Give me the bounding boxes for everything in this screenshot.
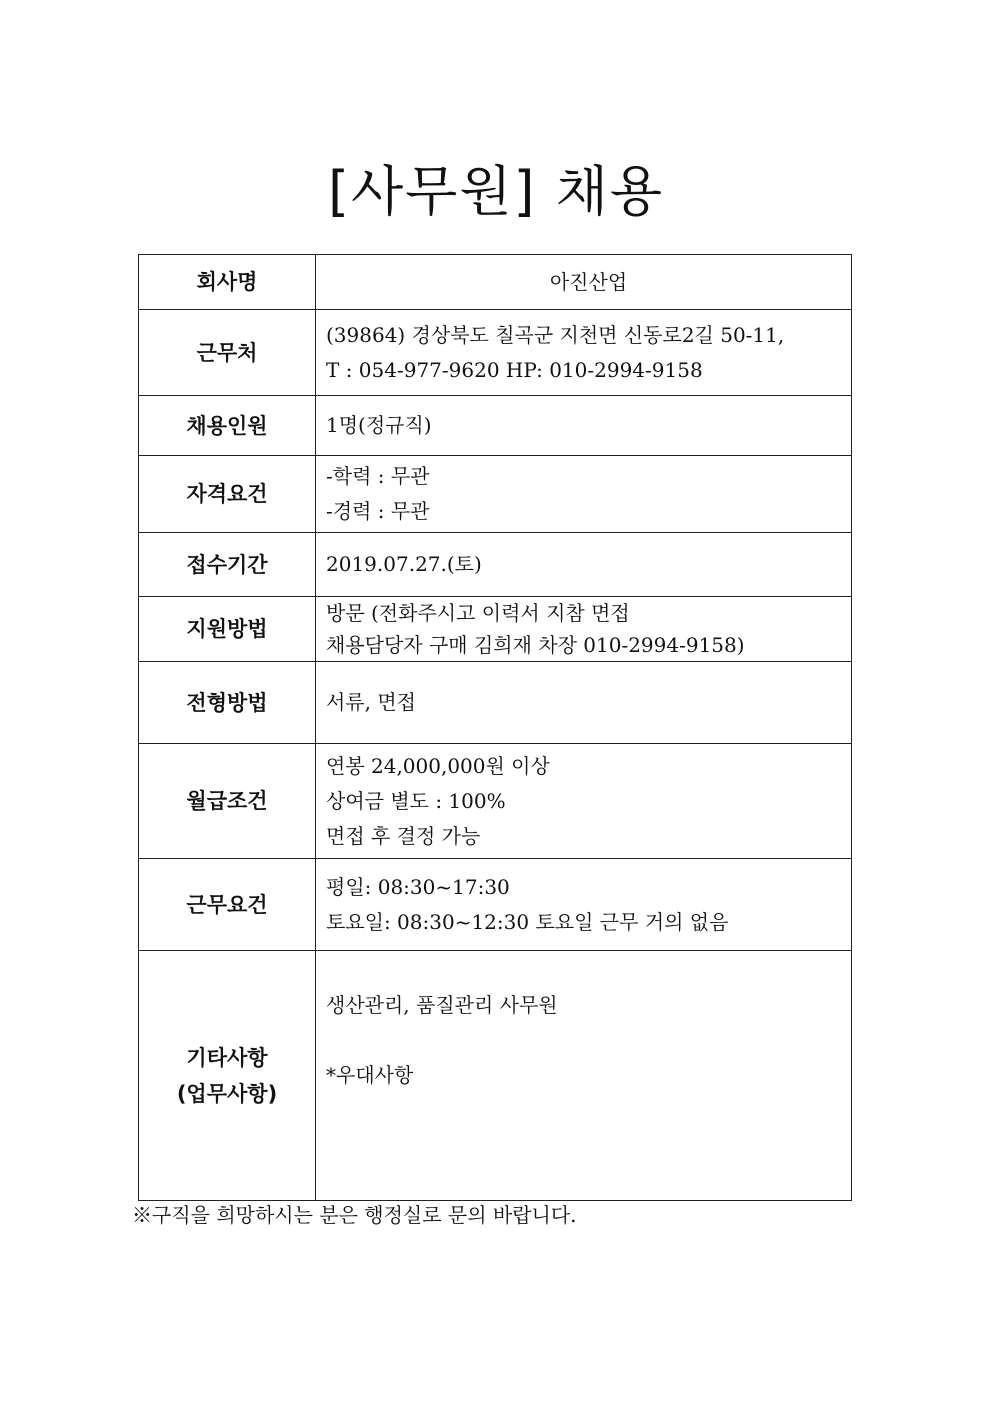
footer-note: ※구직을 희망하시는 분은 행정실로 문의 바랍니다. <box>132 1203 577 1227</box>
salary-bonus: 상여금 별도 : 100% <box>326 788 506 813</box>
row-label-work-conditions: 근무요건 <box>139 859 316 951</box>
selection-value: 서류, 면접 <box>316 662 852 744</box>
table-row <box>139 456 852 533</box>
period-value: 2019.07.27.(토) <box>316 533 852 597</box>
qualification-experience: -경력 : 무관 <box>326 499 430 523</box>
workplace-address: (39864) 경상북도 칠곡군 지천면 신동로2길 50-11, <box>326 322 785 347</box>
etc-value <box>316 951 852 1201</box>
workplace-phone: T : 054-977-9620 HP: 010-2994-9158 <box>326 357 703 382</box>
row-label-period: 접수기간 <box>139 533 316 597</box>
table-row <box>139 255 852 310</box>
headcount-value: 1명(정규직) <box>316 396 852 456</box>
job-posting-table <box>138 254 852 1201</box>
etc-spacer <box>326 1023 851 1058</box>
qualification-value <box>316 456 852 533</box>
workplace-value <box>316 310 852 396</box>
table-row <box>139 859 852 951</box>
etc-label-main: 기타사항 <box>186 1045 268 1070</box>
etc-label-sub: (업무사항) <box>176 1081 278 1106</box>
salary-annual: 연봉 24,000,000원 이상 <box>326 753 550 778</box>
row-label-salary: 월급조건 <box>139 744 316 859</box>
etc-duties: 생산관리, 품질관리 사무원 <box>326 993 558 1017</box>
table-row <box>139 310 852 396</box>
apply-method-contact: 채용담당자 구매 김희재 차장 010-2994-9158) <box>326 633 745 657</box>
salary-value <box>316 744 852 859</box>
table-row <box>139 744 852 859</box>
table-row <box>139 662 852 744</box>
page-title: [사무원] 채용 <box>327 160 665 223</box>
row-label-workplace: 근무처 <box>139 310 316 396</box>
work-hours-weekday: 평일: 08:30~17:30 <box>326 874 510 899</box>
work-hours-saturday: 토요일: 08:30~12:30 토요일 근무 거의 없음 <box>326 909 729 934</box>
salary-note: 면접 후 결정 가능 <box>326 823 481 848</box>
table-row <box>139 533 852 597</box>
row-label-etc <box>139 951 316 1201</box>
row-label-headcount: 채용인원 <box>139 396 316 456</box>
apply-method-value <box>316 597 852 662</box>
row-label-company: 회사명 <box>139 255 316 310</box>
table-row <box>139 951 852 1201</box>
work-conditions-value <box>316 859 852 951</box>
etc-preference: *우대사항 <box>326 1063 414 1087</box>
row-label-qualification: 자격요건 <box>139 456 316 533</box>
company-name-value: 아진산업 <box>316 255 852 310</box>
table-row <box>139 597 852 662</box>
table-row <box>139 396 852 456</box>
apply-method-line: 방문 (전화주시고 이력서 지참 면접 <box>326 601 630 625</box>
qualification-education: -학력 : 무관 <box>326 464 430 488</box>
row-label-apply-method: 지원방법 <box>139 597 316 662</box>
row-label-selection: 전형방법 <box>139 662 316 744</box>
